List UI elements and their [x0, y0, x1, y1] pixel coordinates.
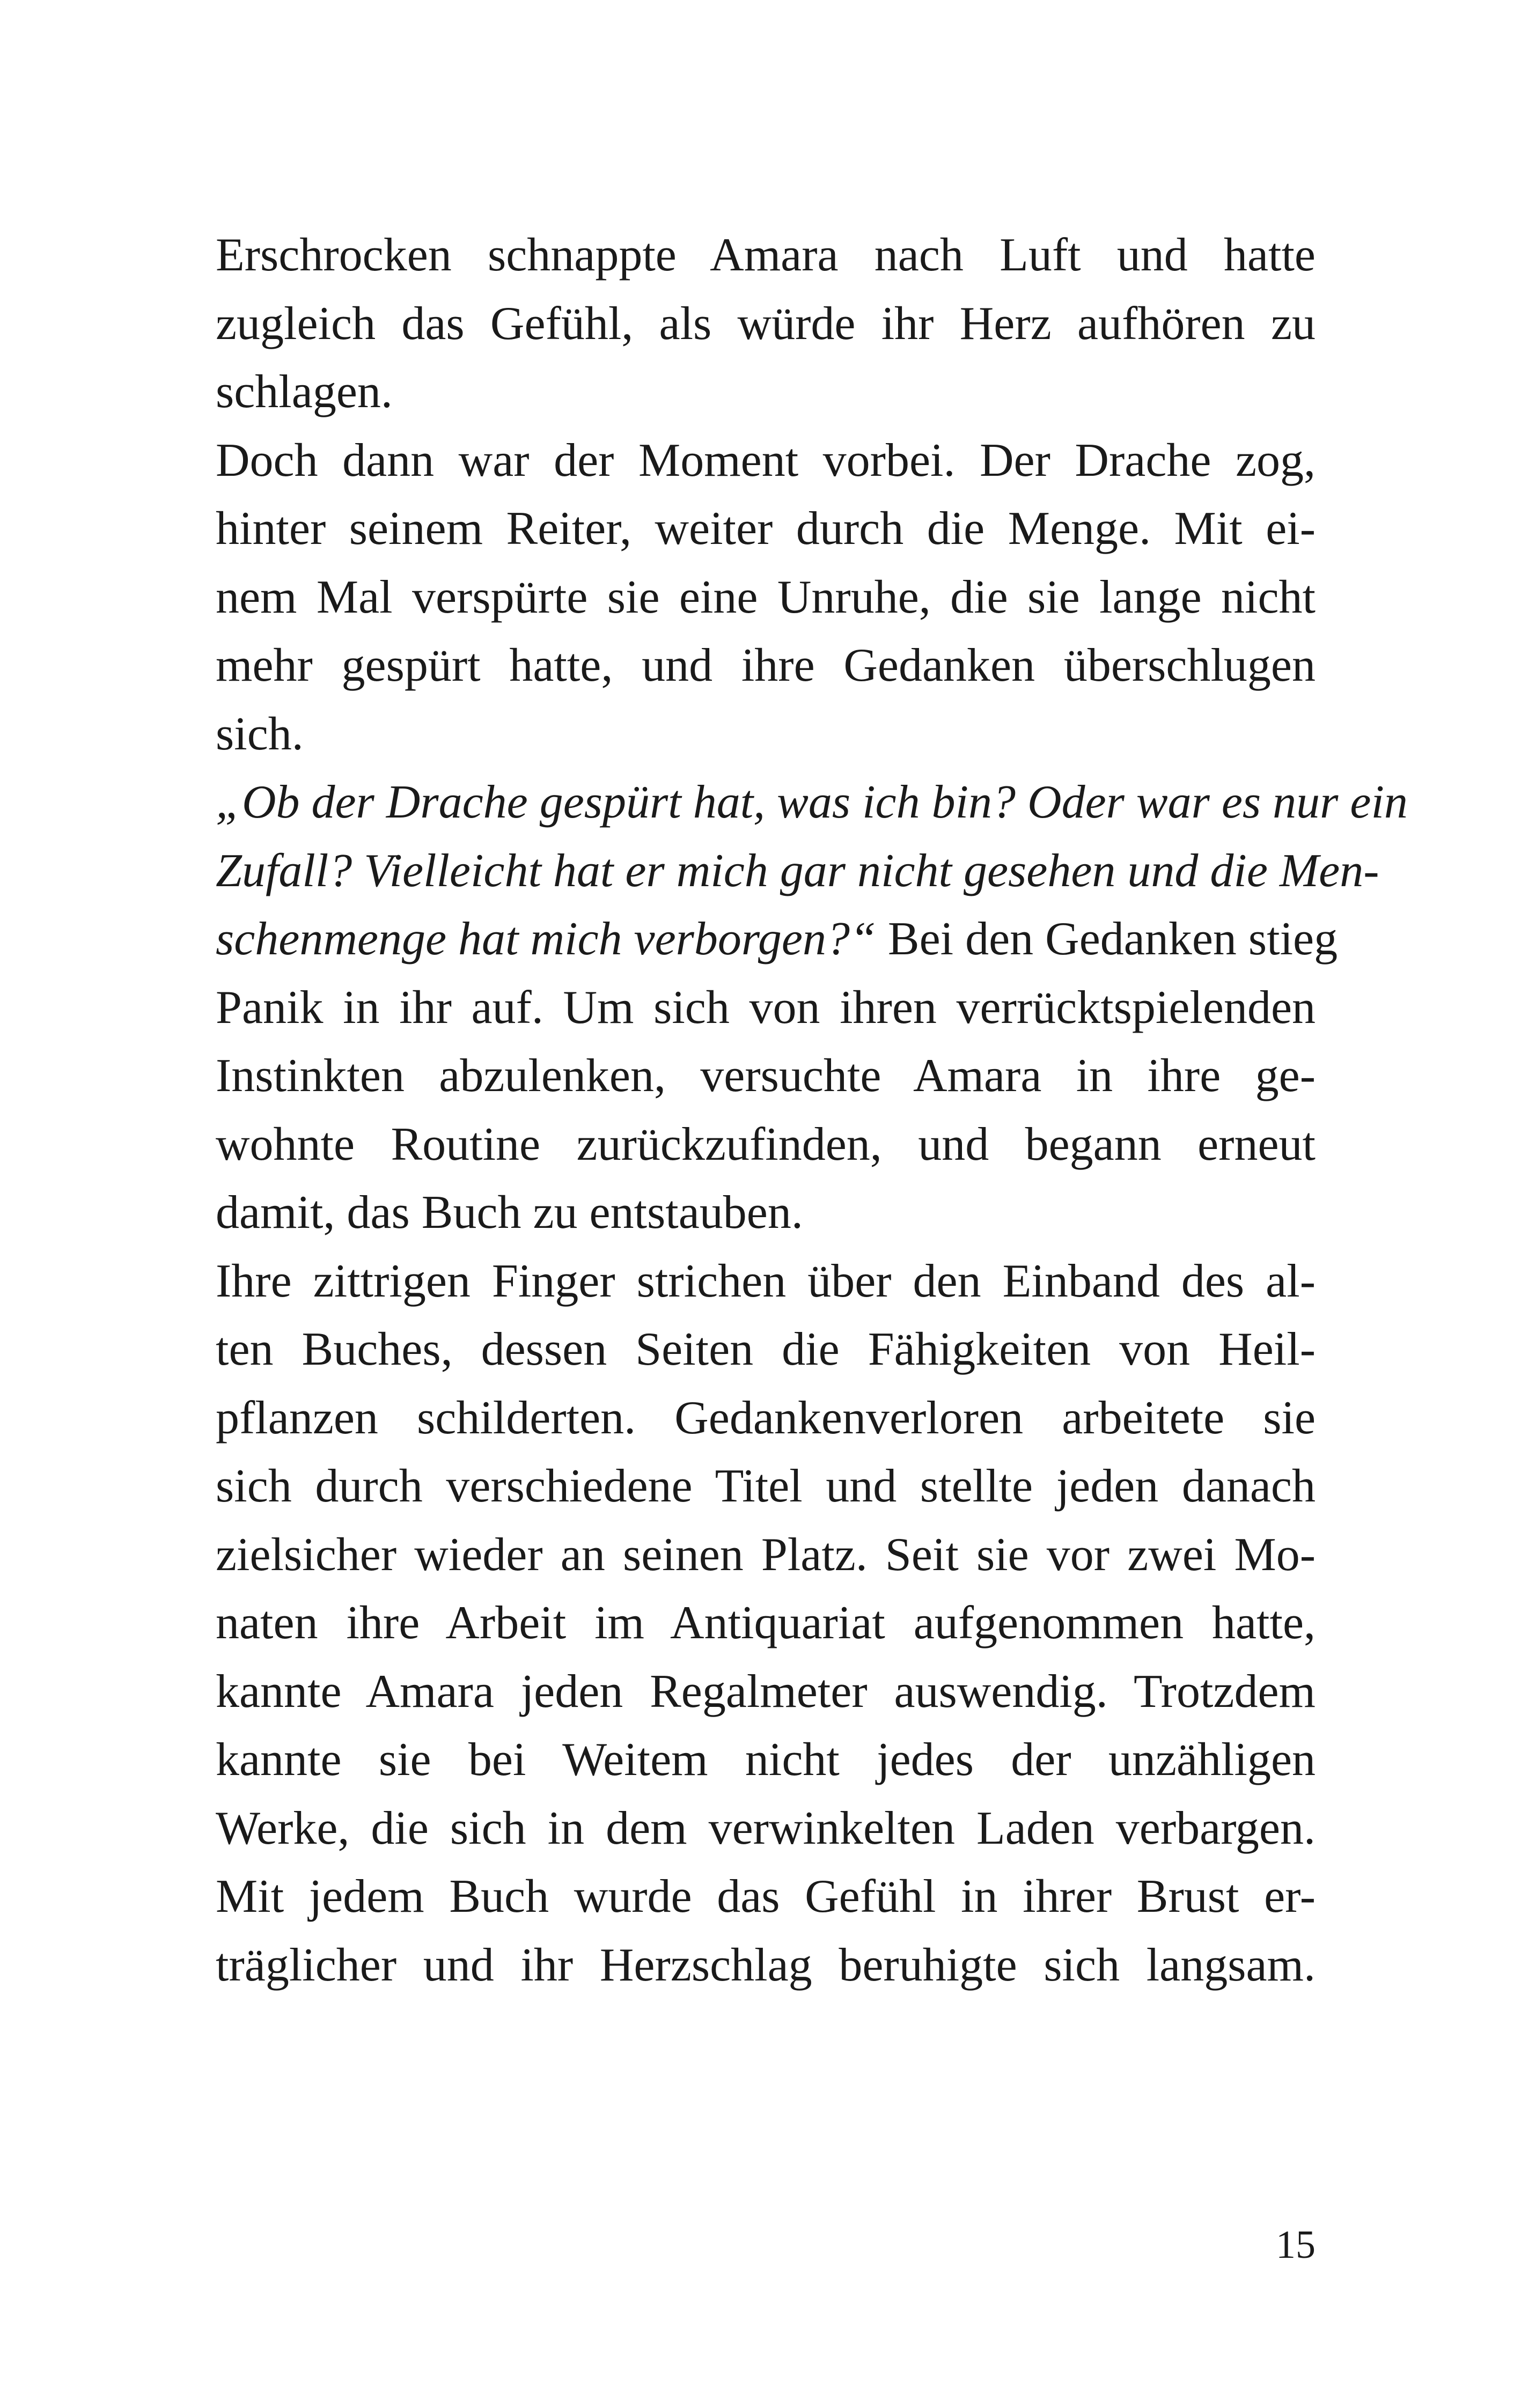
- text-line: [216, 1110, 1316, 1179]
- text-line: [216, 1179, 1316, 1247]
- page-number: 15: [1276, 2223, 1316, 2267]
- text-segment: träglicher und ihr Herzschlag beruhigte sich langsam.: [216, 1939, 1316, 1991]
- text-segment: sich durch verschiedene Titel und stellte jeden danach: [216, 1460, 1316, 1512]
- text-segment: zielsicher wieder an seinen Platz. Seit sie vor zwei Mo-: [216, 1528, 1316, 1581]
- text-line: [216, 1247, 1316, 1316]
- italic-thought-text: Zufall? Vielleicht hat er mich gar nicht gesehen und die Men-: [216, 844, 1379, 897]
- italic-thought-text: „Ob der Drache gespürt hat, was ich bin? Oder war es nur ein: [216, 776, 1408, 828]
- text-line: [216, 1452, 1316, 1521]
- text-line: [216, 837, 1379, 905]
- text-segment: kannte Amara jeden Regalmeter auswendig. Trotzdem: [216, 1665, 1316, 1718]
- text-segment: Instinkten abzulenken, versuchte Amara in ihre ge-: [216, 1050, 1316, 1102]
- text-segment: Mit jedem Buch wurde das Gefühl in ihrer Brust er-: [216, 1871, 1316, 1923]
- text-line: [216, 1931, 1316, 2000]
- text-line: [216, 1658, 1316, 1726]
- text-line: [216, 1862, 1316, 1931]
- text-line: [216, 290, 1316, 358]
- text-line: [216, 221, 1316, 290]
- text-line: [216, 700, 1316, 769]
- text-segment: naten ihre Arbeit im Antiquariat aufgenommen hatte,: [216, 1597, 1316, 1649]
- text-segment: damit, das Buch zu entstauben.: [216, 1187, 803, 1239]
- text-segment: wohnte Routine zurückzufinden, und begann erneut: [216, 1118, 1316, 1170]
- text-segment: Panik in ihr auf. Um sich von ihren verrücktspielenden: [216, 981, 1316, 1034]
- text-line: [216, 563, 1316, 632]
- text-line: [216, 631, 1316, 700]
- text-segment: mehr gespürt hatte, und ihre Gedanken überschlugen: [216, 639, 1316, 691]
- text-line: [216, 1589, 1316, 1658]
- body-text: [216, 221, 1408, 1999]
- text-line: [216, 495, 1316, 563]
- text-segment: schlagen.: [216, 366, 393, 418]
- text-line: [216, 1794, 1316, 1863]
- text-segment: Werke, die sich in dem verwinkelten Laden verbargen.: [216, 1802, 1316, 1854]
- text-segment: hinter seinem Reiter, weiter durch die Menge. Mit ei-: [216, 503, 1316, 555]
- text-line: [216, 1384, 1316, 1453]
- text-line: [216, 1315, 1316, 1384]
- text-line: [216, 905, 1338, 974]
- text-segment: kannte sie bei Weitem nicht jedes der unzähligen: [216, 1734, 1316, 1786]
- text-line: [216, 1521, 1316, 1589]
- text-segment: Erschrocken schnappte Amara nach Luft und hatte: [216, 229, 1316, 281]
- text-segment: nem Mal verspürte sie eine Unruhe, die sie lange nicht: [216, 571, 1316, 623]
- text-line: [216, 426, 1316, 495]
- text-segment: zugleich das Gefühl, als würde ihr Herz aufhören zu: [216, 297, 1316, 350]
- text-line: [216, 1726, 1316, 1794]
- text-line: [216, 1042, 1316, 1110]
- italic-thought-text: schenmenge hat mich verborgen?“: [216, 913, 876, 965]
- text-segment: Bei den Gedanken stieg: [876, 913, 1338, 965]
- text-segment: sich.: [216, 708, 304, 760]
- text-line: [216, 768, 1408, 837]
- text-line: [216, 974, 1316, 1042]
- text-segment: ten Buches, dessen Seiten die Fähigkeiten von Heil-: [216, 1323, 1316, 1375]
- text-line: [216, 358, 1316, 426]
- text-segment: Doch dann war der Moment vorbei. Der Drache zog,: [216, 434, 1316, 487]
- text-segment: Ihre zittrigen Finger strichen über den Einband des al-: [216, 1255, 1316, 1307]
- text-segment: pflanzen schilderten. Gedankenverloren arbeitete sie: [216, 1391, 1316, 1444]
